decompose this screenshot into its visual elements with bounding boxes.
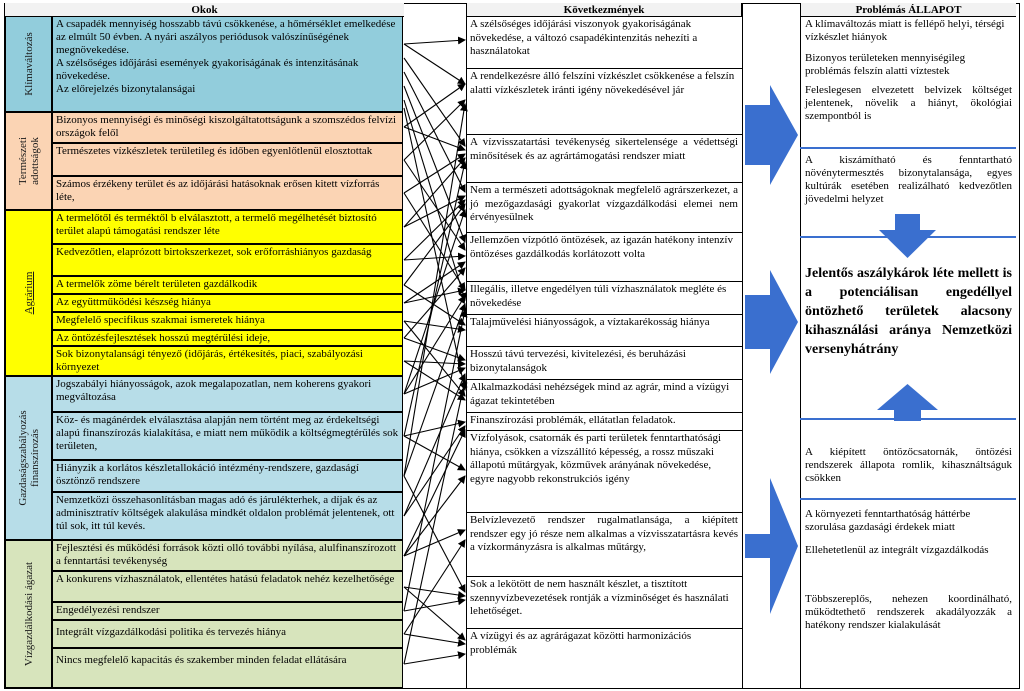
connector-arrow: [404, 436, 465, 470]
ok-item: Hiányzik a korlátos készletallokáció intézmény-rendszere, gazdaságí ösztönző rendszere: [52, 460, 403, 492]
block-arrows: [745, 85, 938, 614]
ok-item: A csapadék mennyiség hosszabb távú csökkenése, a hőmérséklet emelkedése az elmúlt 50 évben. A nyári aszályos periódusok valószínűségének megnövekedése. A szélsőséges időjárási események gyakoriságának és intenzitásának növekedése. Az előrejelzés bizonytalanságai: [52, 16, 403, 112]
kovetkezmeny-item: Nem a természeti adottságoknak megfelelő agrárszerkezet, a jó mezőgazdasági gyakorlat vízgazdálkodási elemei nem érvényesülnek: [466, 183, 742, 233]
category-label: Gazdaságszabályozás finanszírozás: [16, 410, 41, 506]
problema-item: Többszereplős, nehezen koordinálható, működtethető rendszerek akadályozzák a hatékony rendszer kialakulását: [805, 593, 1012, 631]
ok-item: Nemzetközi összehasonlításban magas adó és járulékterhek, a díjak és az adminisztratív költségek alakulása mindkét oldalon problémát jelentenek, ott túl sok, itt túl kevés.: [52, 492, 403, 540]
problema-item: A klímaváltozás miatt is fellépő helyi, térségi vízkészlet hiányok: [805, 18, 1005, 43]
ok-item: A konkurens vízhasználatok, ellentétes hatású feladatok nehéz kezelhetősége: [52, 571, 403, 602]
category-label: Vízgazdálkodási ágazat: [22, 561, 35, 667]
problema-item: A környezeti fenntarthatóság háttérbe szorulása gazdasági érdekek miatt: [805, 508, 971, 533]
connector-arrow: [404, 654, 465, 664]
kovetkezmeny-item: Illegális, illetve engedélyen túli vízhasználatok megléte és növekedése: [466, 282, 742, 315]
connector-arrow: [404, 634, 465, 644]
connector-arrow: [404, 44, 465, 84]
problema-item: Bizonyos területeken mennyiségileg problémás felszín alatti víztestek: [805, 52, 966, 77]
header-problemas-allapot: Problémás ÁLLAPOT: [800, 3, 1016, 17]
connector-arrow: [404, 310, 465, 611]
central-problem-text: Jelentős aszálykárok léte mellett is a potenciálisan engedéllyel öntözhető területek alacsony kihasználási aránya Nemzetközi versenyhátrány: [805, 266, 1012, 357]
header-kovetkezmenyek: Következmények: [466, 3, 742, 17]
ok-item: Az együttműködési készség hiánya: [52, 294, 403, 312]
ok-item: Engedélyezési rendszer: [52, 602, 403, 620]
block-arrow-down: [879, 214, 936, 258]
kovetkezmeny-item: A rendelkezésre álló felszíni vízkészlet csökkenése a felszín alatti vízkészletek iránti igény növekedésével jár: [466, 69, 742, 135]
connector-arrow: [404, 361, 465, 364]
connector-arrow: [404, 426, 465, 516]
problema-item: Feleslegesen elvezetett belvizek költséget jelentenek, növelik a hiányt, ökológiai szempontból is: [805, 84, 1012, 122]
connector-arrow: [404, 40, 465, 44]
problema-item: A kiszámítható és fenntartható növénytermesztés bizonytalansága, egyes kultúrák esetében realizálható kedvezőtlen jövedelmi helyzet: [805, 154, 1012, 205]
ok-item: Jogszabályi hiányosságok, azok megalapozatlan, nem koherens gyakori megváltozása: [52, 376, 403, 412]
connector-arrows: [404, 40, 465, 664]
kovetkezmeny-item: Jellemzően vízpótló öntözések, az igazán hatékony intenzív öntözéses gazdálkodás korlátozott volta: [466, 233, 742, 282]
kovetkezmeny-item: Vízfolyások, csatornák és parti területek fenntarthatósági hiánya, csökken a vízszállító képesség, a rossz műszaki állapotú műtárgyak, közművek arányának növekedése, egyre nagyobb rekonstrukciós igény: [466, 431, 742, 513]
ok-item: Fejlesztési és működési források közti olló további nyílása, alulfinanszírozott a fenntartási tevékenység: [52, 540, 403, 571]
category-label: Klímaváltozás: [22, 32, 35, 96]
kovetkezmeny-item: Sok a lekötött de nem használt készlet, a tisztított szennyvízbevezetések rontják a vízminőséget és használati lehetőséget.: [466, 577, 742, 629]
connector-arrow: [404, 296, 465, 394]
kovetkezmeny-item: Alkalmazkodási nehézségek mind az agrár, mind a vízügyi ágazat tekintetében: [466, 380, 742, 413]
ok-item: Bizonyos mennyiségi és minőségi kiszolgáltatottságunk a szomszédos felvízi országok felől: [52, 112, 403, 143]
ok-item: Kedvezőtlen, elaprózott birtokszerkezet, sok erőforráshiányos gazdaság: [52, 244, 403, 276]
kovetkezmeny-item: A szélsőséges időjárási viszonyok gyakoriságának növekedése, a változó csapadékintenzitás nehezíti a használatokat: [466, 17, 742, 69]
ok-item: Az öntözésfejlesztések hosszú megtérülési ideje,: [52, 330, 403, 346]
connector-arrow: [404, 193, 465, 290]
ok-item: Integrált vízgazdálkodási politika és tervezés hiánya: [52, 620, 403, 648]
kovetkezmeny-item: Talajművelési hiányosságok, a víztakarékosság hiánya: [466, 315, 742, 347]
ok-item: Megfelelő specifikus szakmai ismeretek hiánya: [52, 312, 403, 330]
block-arrow-right: [745, 85, 798, 185]
ok-item: Köz- és magánérdek elválasztása alapján nem történt meg az érdekeltségi alapú finanszírozás kialakítása, e miatt nem működik a költségmegtérülés sok területen,: [52, 412, 403, 460]
ok-item: Természetes vízkészletek területileg és időben egyenlőtlenül elosztottak: [52, 143, 403, 176]
ok-item: A termelőtől és terméktől b elválasztott, a termelő megélhetését biztosító terület alapú támogatási rendszer léte: [52, 210, 403, 244]
kovetkezmeny-item: Finanszírozási problémák, ellátatlan feladatok.: [466, 413, 742, 431]
kovetkezmeny-item: A vízügyi és az agrárágazat közötti harmonizációs problémák: [470, 630, 692, 656]
block-arrow-right: [745, 478, 798, 614]
block-arrow-up: [877, 384, 938, 421]
connector-arrow: [404, 600, 465, 611]
ok-item: A termelők zöme bérelt területen gazdálkodik: [52, 276, 403, 294]
connector-arrow: [404, 256, 465, 260]
category-label: Természeti adottságok: [16, 136, 41, 186]
header-okok: Okok: [5, 3, 404, 17]
ok-item: Nincs megfelelő kapacitás és szakember minden feladat ellátására: [52, 648, 403, 688]
kovetkezmeny-item: Hosszú távú tervezési, kivitelezési, és beruházási bizonytalanságok: [466, 347, 742, 380]
kovetkezmeny-item: A vízvisszatartási tevékenység sikertelensége a védettségi minősítések és az agrártámogatási rendszer miatt: [466, 135, 742, 183]
connector-arrow: [404, 321, 465, 396]
ok-item: Sok bizonytalansági tényező (időjárás, értékesítés, piaci, szabályozási környezet: [52, 346, 403, 376]
connector-arrow: [404, 210, 465, 394]
block-arrow-right: [745, 270, 798, 374]
category-label: Agrárium: [22, 271, 35, 315]
problema-item: Ellehetetlenül az integrált vízgazdálkodás: [805, 544, 989, 556]
ok-item: Számos érzékeny terület és az időjárási hatásoknak erősen kitett vízforrás léte,: [52, 176, 403, 210]
problema-item: A kiépített öntözőcsatornák, öntözési rendszerek állapota romlik, kihasználtságuk csökken: [805, 446, 1012, 484]
connector-arrow: [404, 476, 465, 556]
kovetkezmeny-item: Belvízlevezető rendszer rugalmatlansága, a kiépített rendszer egy jó része nem alkalmas a vízvisszatartásra kevés a vízkormányzásra is alkalmas műtárgy,: [466, 513, 742, 577]
